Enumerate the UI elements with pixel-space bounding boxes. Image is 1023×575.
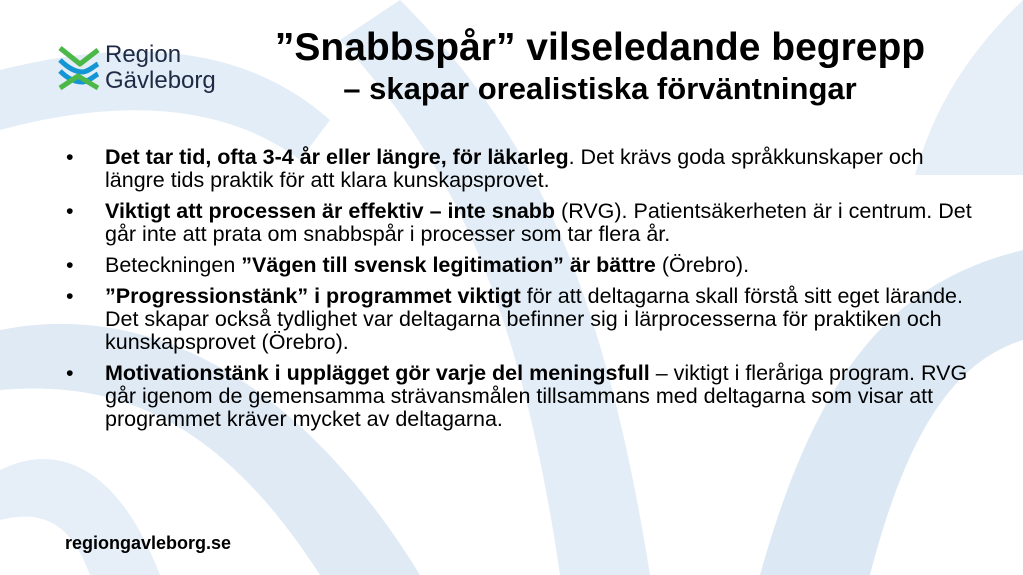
bullet-bold-text: ”Vägen till svensk legitimation” är bättre: [241, 253, 656, 277]
bullet-text: för att deltagarna skall förstå sitt eget lärande. Det skapar också tydlighet var deltagarna befinner sig i lärprocesserna för praktiken och kunskapsprovet (Örebro).: [105, 284, 963, 354]
region-logo-icon: [58, 44, 100, 92]
bullet-glyph: •: [66, 199, 74, 223]
bullet-list: [62, 146, 982, 439]
slide-title: [220, 26, 980, 108]
bullet-glyph: •: [66, 361, 74, 385]
footer-url: regiongavleborg.se: [65, 533, 232, 553]
bullet-item: [62, 146, 982, 192]
bullet-item: [62, 285, 982, 354]
bullet-item: [62, 200, 982, 246]
logo-line-region: Region: [105, 41, 182, 68]
bullet-glyph: •: [66, 284, 74, 308]
bullet-text: (RVG). Patientsäkerheten är i centrum. Det går inte att prata om snabbspår i processer som tar flera år.: [105, 199, 972, 246]
bullet-item: [62, 362, 982, 431]
bullet-glyph: •: [66, 253, 74, 277]
logo-line-gavleborg: Gävleborg: [105, 67, 216, 94]
bullet-bold-text: Det tar tid, ofta 3-4 år eller längre, för läkarleg: [105, 145, 569, 169]
title-subtitle: – skapar orealistiska förväntningar: [343, 71, 857, 106]
logo-wordmark: [105, 42, 216, 94]
title-main: ”Snabbspår” vilseledande begrepp: [274, 26, 926, 69]
bullet-glyph: •: [66, 145, 74, 169]
bullet-text: . Det krävs goda språkkunskaper och längre tids praktik för att klara kunskapsprovet.: [105, 145, 924, 192]
bullet-item: [62, 254, 982, 277]
bullet-prefix-text: Beteckningen: [105, 253, 242, 277]
region-gavleborg-logo: [58, 40, 238, 100]
bullet-bold-text: Motivationstänk i upplägget gör varje del meningsfull: [105, 361, 650, 385]
bullet-bold-text: Viktigt att processen är effektiv – inte snabb: [105, 199, 556, 223]
bullet-text: – viktigt i fleråriga program. RVG går igenom de gemensamma strävansmålen tillsammans med deltagarna som visar att programmet kräver mycket av deltagarna.: [105, 361, 968, 431]
bullet-bold-text: ”Progressionstänk” i programmet viktigt: [105, 284, 521, 308]
bullet-text: (Örebro).: [655, 253, 750, 277]
